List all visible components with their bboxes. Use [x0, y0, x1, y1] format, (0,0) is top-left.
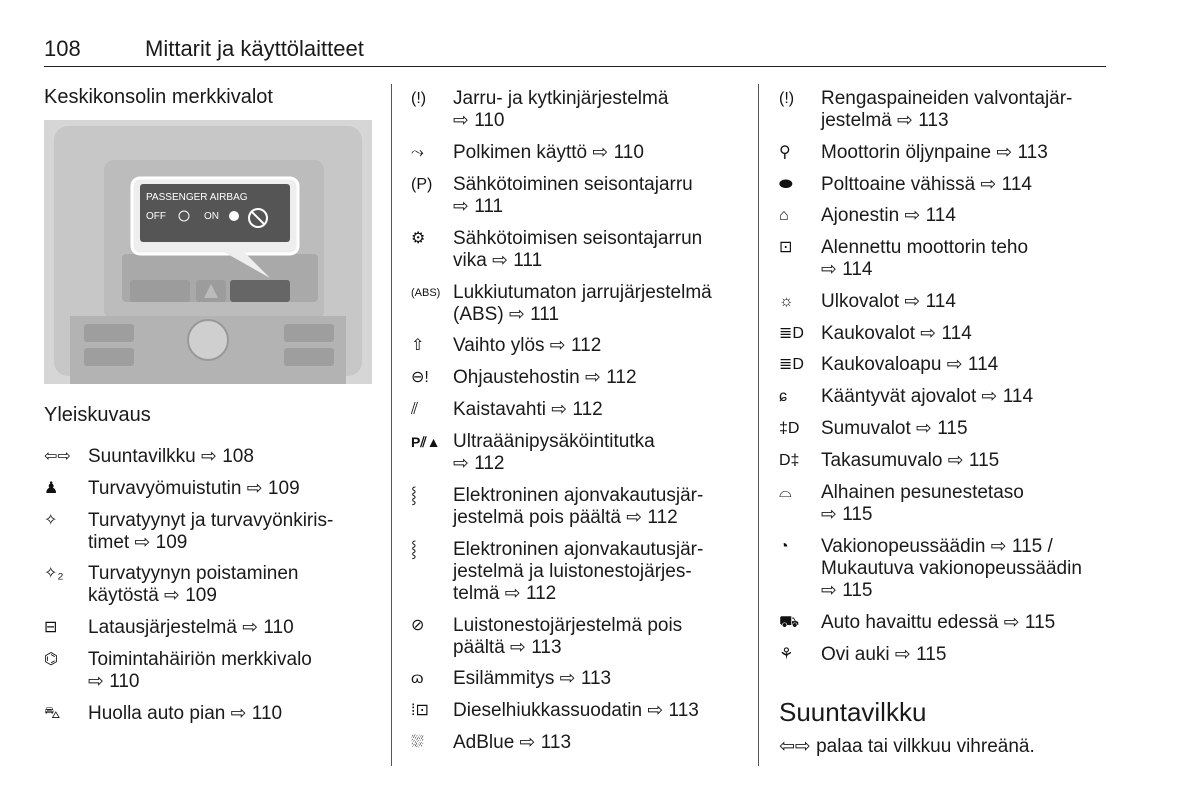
figure-label-off: OFF [146, 211, 166, 222]
shift-up-icon: ⇧ [411, 337, 425, 354]
adblue-icon: ⛆ [411, 734, 424, 751]
adaptive-lights-icon: ɕ [779, 388, 787, 405]
washer-fluid-icon: ⌓ [779, 484, 792, 501]
immobilizer-icon: ⌂ [779, 207, 789, 224]
high-beam-icon: ≣D [779, 325, 804, 342]
section-heading: Yleiskuvaus [44, 404, 151, 426]
preheat-icon: ɷ [411, 670, 424, 687]
figure-label-line1: PASSENGER AIRBAG [146, 192, 248, 203]
airbag-icon: ✧ [44, 512, 58, 529]
parking-sensor-icon: P⫽▲ [411, 434, 441, 450]
rear-fog-icon: D‡ [779, 452, 800, 469]
brake-icon: (!) [411, 90, 427, 107]
figure-label-on: ON [204, 211, 219, 222]
parking-brake-icon: (P) [411, 176, 433, 193]
power-steering-icon: ⊖! [411, 369, 429, 386]
battery-icon: ⊟ [44, 619, 58, 636]
pedal-icon: ⤳ [411, 144, 424, 161]
fog-light-icon: ‡D [779, 420, 800, 437]
parking-brake-fault-icon: ⚙ [411, 230, 426, 247]
vehicle-ahead-icon: ⛟ [779, 614, 800, 631]
turn-signal-icon: ⇦⇨ [44, 448, 71, 465]
section-paragraph: ⇦⇨ palaa tai vilkkuu vihreänä. [779, 736, 1035, 757]
page-title: Mittarit ja käyttölaitteet [145, 36, 364, 61]
airbag-off-icon: ✧₂ [44, 565, 64, 582]
lane-assist-icon: ⫽ [411, 401, 419, 418]
service-car-icon: ⛍ [44, 705, 61, 722]
traction-off-icon: ⊘ [411, 617, 425, 634]
page-number: 108 [44, 36, 81, 61]
high-beam-assist-icon: ≣D [779, 356, 804, 373]
column-divider [758, 84, 759, 766]
section-heading: Suuntavilkku [779, 697, 927, 727]
tire-pressure-icon: (!) [779, 90, 795, 107]
column-divider [391, 84, 392, 766]
cruise-control-icon: ◔ [779, 538, 789, 555]
page-header [44, 34, 1106, 67]
fuel-low-icon: ⬬ [779, 176, 793, 193]
engine-icon: ⌬ [44, 651, 58, 668]
center-console-figure [44, 120, 372, 384]
door-open-icon: ⚘ [779, 646, 794, 663]
esc-icon: ⸾ [411, 541, 417, 558]
section-heading: Keskikonsolin merkkivalot [44, 86, 273, 108]
exterior-lights-icon: ☼ [779, 293, 794, 310]
seatbelt-icon: ♟ [44, 480, 59, 497]
reduced-power-icon: ⊡ [779, 239, 793, 256]
esc-off-icon: ⸾ [411, 487, 417, 504]
diesel-filter-icon: ⁞⊡ [411, 702, 429, 719]
abs-icon: (ABS) [411, 287, 441, 299]
oil-pressure-icon: ⚲ [779, 144, 791, 161]
